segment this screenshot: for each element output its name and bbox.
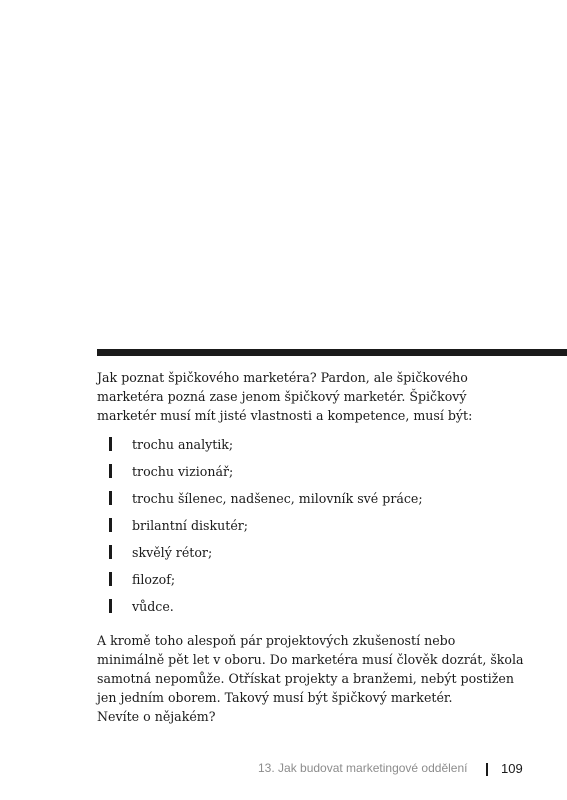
closing-line: Nevíte o nějakém? xyxy=(97,709,216,725)
intro-line: marketér musí mít jisté vlastnosti a kompetence, musí být: xyxy=(97,408,473,424)
bullet-bar-icon xyxy=(109,518,112,532)
list-item-text: vůdce. xyxy=(132,598,174,614)
intro-paragraph xyxy=(97,368,517,426)
bullet-bar-icon xyxy=(109,437,112,451)
list-item xyxy=(97,543,517,570)
list-item-text: trochu vizionář; xyxy=(132,463,234,479)
page-body xyxy=(97,368,524,727)
section-divider-bar xyxy=(97,349,567,356)
bullet-bar-icon xyxy=(109,491,112,505)
closing-paragraph xyxy=(97,631,524,727)
list-item-text: brilantní diskutér; xyxy=(132,517,249,533)
bullet-bar-icon xyxy=(109,572,112,586)
list-item-text: filozof; xyxy=(132,571,176,587)
intro-line: marketéra pozná zase jenom špičkový marketér. Špičkový xyxy=(97,389,467,405)
list-item xyxy=(97,597,517,624)
page-footer xyxy=(250,761,530,777)
list-item-text: skvělý rétor; xyxy=(132,544,213,560)
list-item-text: trochu šílenec, nadšenec, milovník své práce; xyxy=(132,490,423,506)
bullet-bar-icon xyxy=(109,599,112,613)
bullet-bar-icon xyxy=(109,464,112,478)
list-item xyxy=(97,516,517,543)
closing-line: minimálně pět let v oboru. Do marketéra musí člověk dozrát, škola xyxy=(97,651,524,667)
list-item-text: trochu analytik; xyxy=(132,436,234,452)
closing-line: A kromě toho alespoň pár projektových zkušeností nebo xyxy=(97,632,456,648)
closing-line: samotná nepomůže. Otřískat projekty a branžemi, nebýt postižen xyxy=(97,671,514,687)
qualities-list xyxy=(97,435,517,624)
chapter-title: 13. Jak budovat marketingové oddělení xyxy=(258,761,468,775)
list-item xyxy=(97,435,517,462)
closing-line: jen jedním oborem. Takový musí být špičkový marketér. xyxy=(97,690,453,706)
list-item xyxy=(97,489,517,516)
list-item xyxy=(97,462,517,489)
intro-line: Jak poznat špičkového marketéra? Pardon, ale špičkového xyxy=(97,370,468,385)
bullet-bar-icon xyxy=(109,545,112,559)
list-item xyxy=(97,570,517,597)
page-number: 109 xyxy=(501,761,523,776)
footer-separator xyxy=(486,763,488,776)
